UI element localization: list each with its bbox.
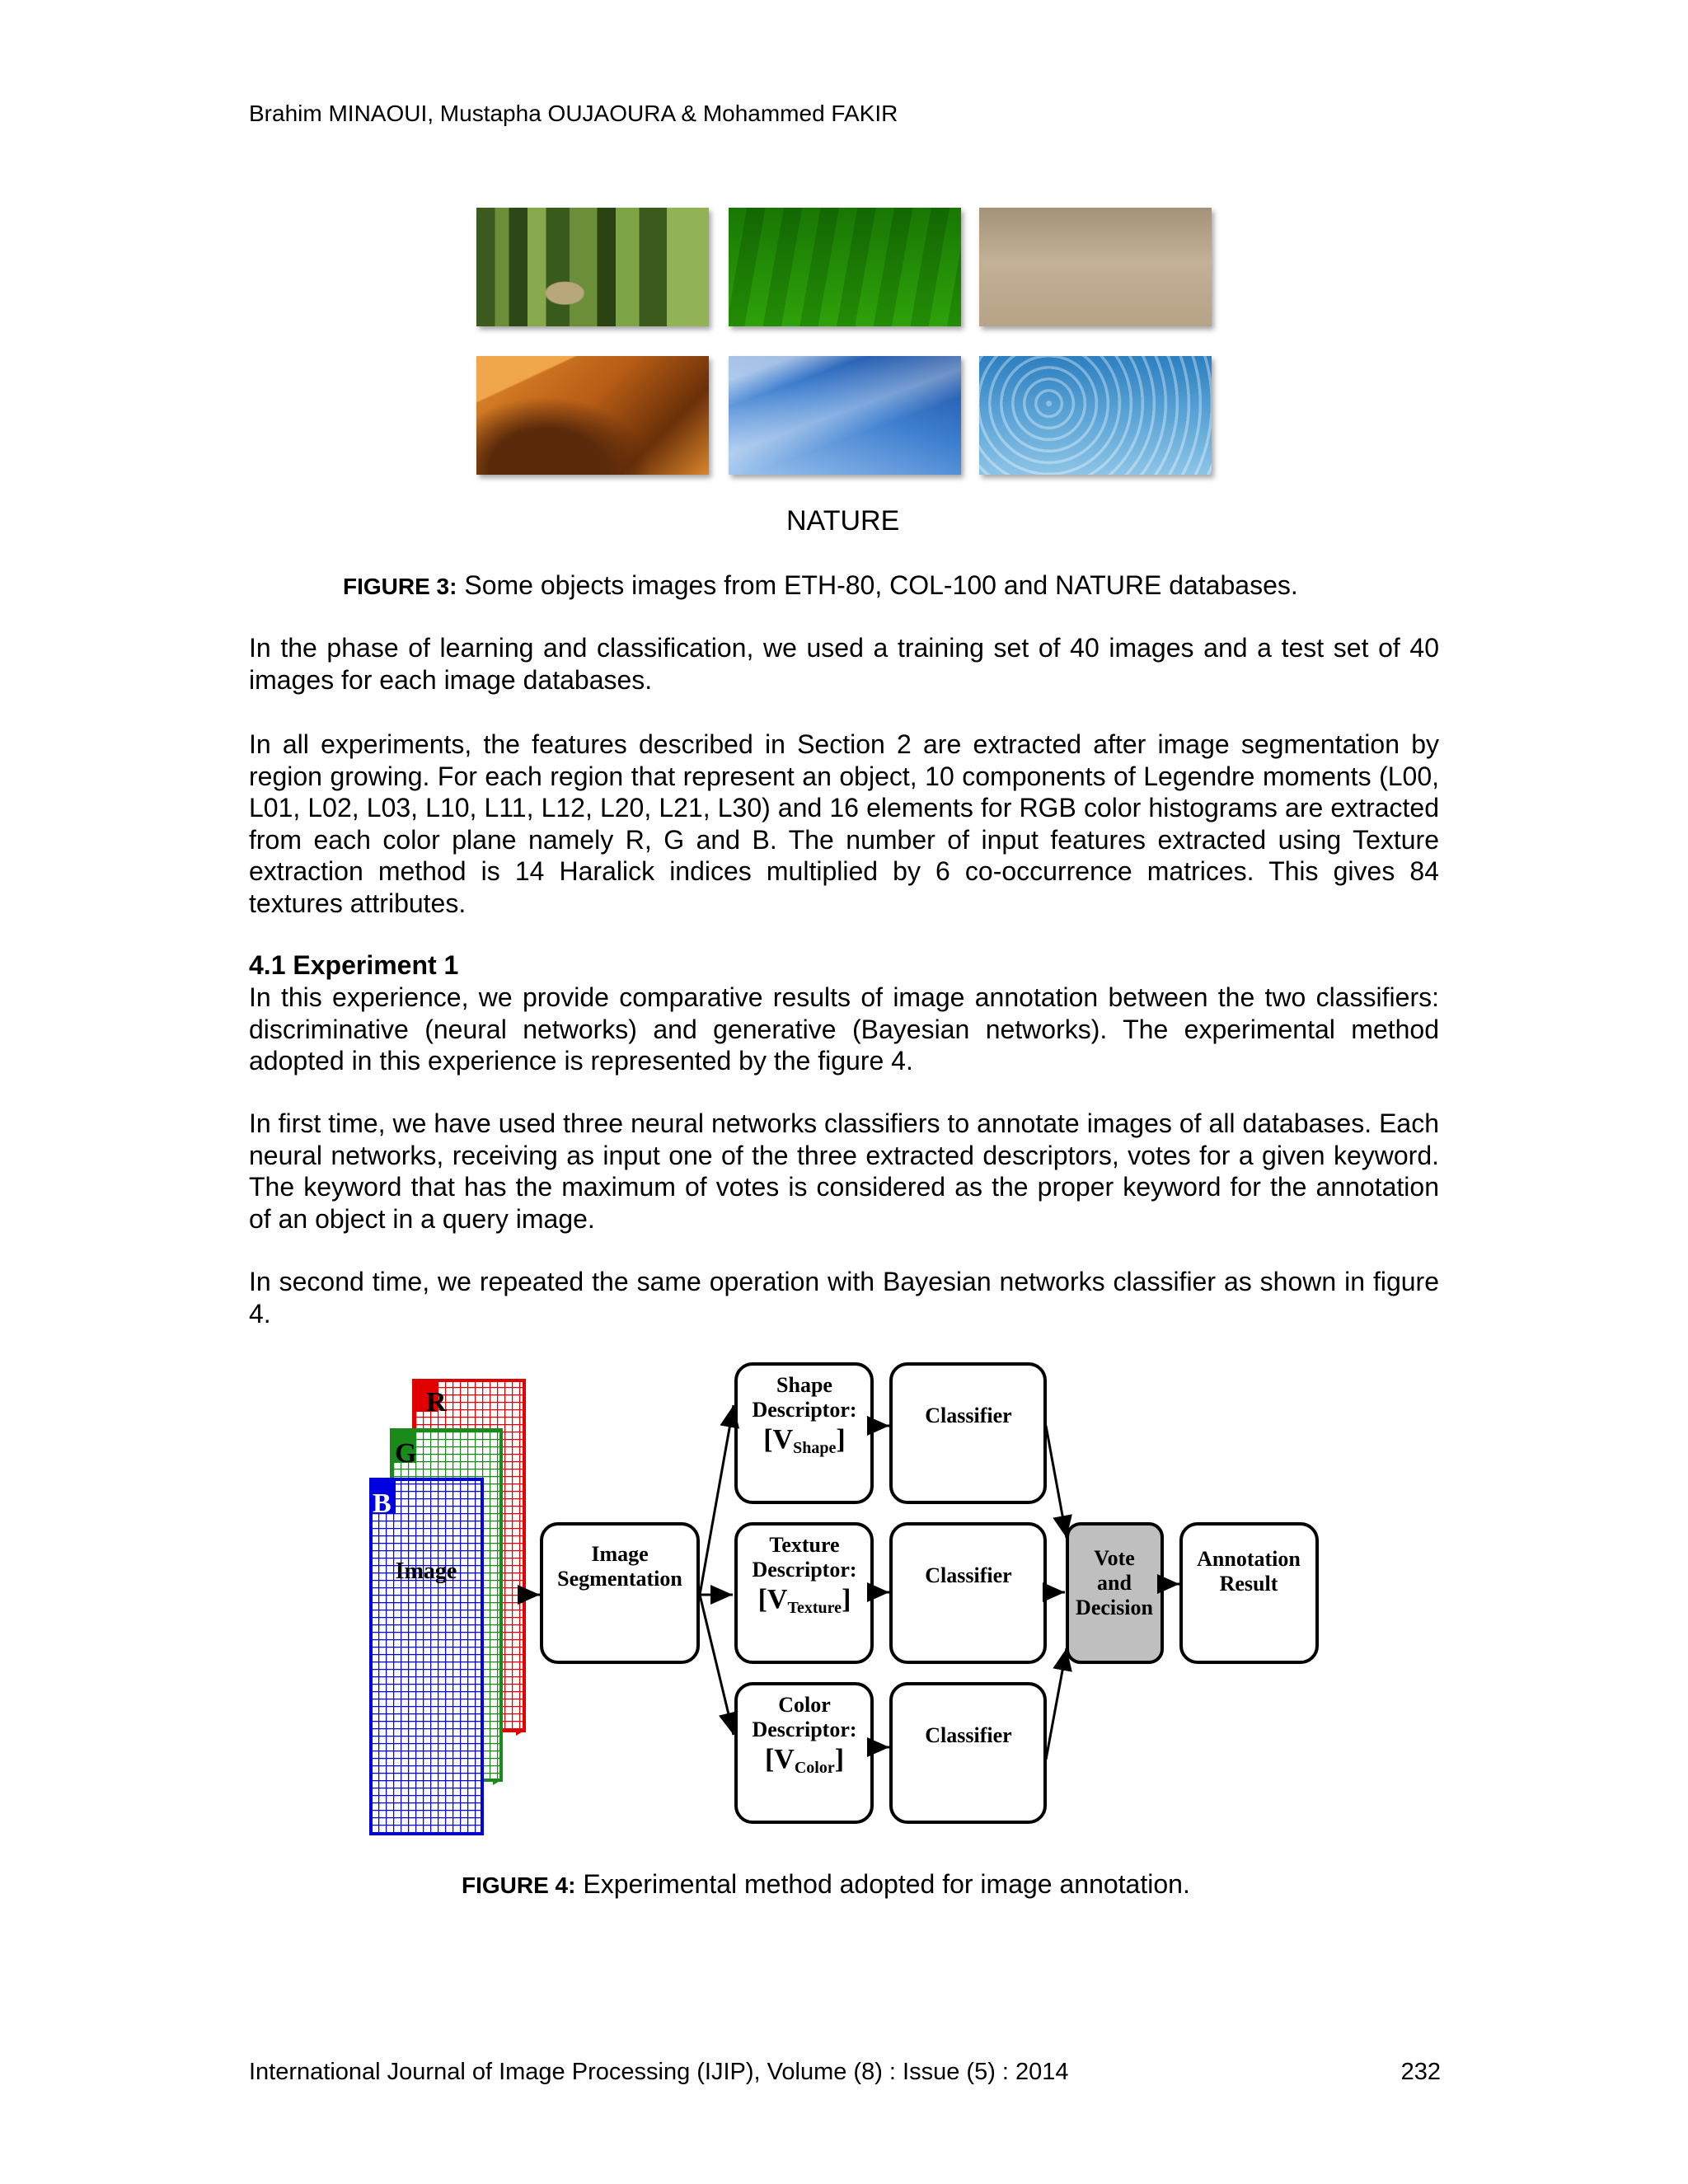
- vote-label-3: Decision: [1076, 1596, 1153, 1619]
- layer-r-label: R: [426, 1387, 447, 1418]
- result-label-1: Annotation: [1197, 1547, 1301, 1571]
- paragraph-features: In all experiments, the features described in Section 2 are extracted after image segmentation by region growing. For each region that represent an object, 10 components of Legendre moments (L00, L01, L02, L03, L10, L11, L12, L20, L21, L30) and 16 elements for RGB color histograms are extracted from each color plane namely R, G and B. The number of input features extracted using Texture extraction method is 14 Haralick indices multiplied by 6 co-occurrence matrices. This gives 84 textures attributes.: [249, 729, 1439, 918]
- color-descriptor-label: Descriptor:: [752, 1718, 857, 1741]
- texture-classifier-box: [891, 1524, 1045, 1662]
- vote-label-2: and: [1097, 1571, 1132, 1595]
- texture-classifier-label: Classifier: [925, 1563, 1012, 1587]
- shape-descriptor-label: Descriptor:: [752, 1398, 857, 1422]
- layer-image-label: Image: [395, 1558, 457, 1584]
- texture-descriptor-label: Descriptor:: [752, 1558, 857, 1582]
- figure-4-caption: [462, 1868, 1190, 1902]
- shape-classifier-box: [891, 1364, 1045, 1502]
- segmentation-label-1: Image: [591, 1542, 649, 1566]
- paragraph-training-set: In the phase of learning and classification, we used a training set of 40 images and a test set of 40 images for each image databases.: [249, 633, 1439, 695]
- shape-vector: [VShape]: [763, 1424, 846, 1457]
- shape-label: Shape: [776, 1373, 832, 1397]
- texture-vector: [VTexture]: [757, 1584, 851, 1617]
- figure-4-label: FIGURE 4:: [462, 1872, 576, 1898]
- paragraph-experience: In this experience, we provide comparative results of image annotation between the two classifiers: discriminative (neural networks) and generative (Bayesian networks). The experimental method adopted in this experience is represented by the figure 4.: [249, 982, 1439, 1076]
- section-heading-experiment-1: 4.1 Experiment 1: [249, 950, 459, 980]
- shape-classifier-label: Classifier: [925, 1404, 1012, 1427]
- result-label-2: Result: [1219, 1572, 1278, 1596]
- footer-journal: International Journal of Image Processing (IJIP), Volume (8) : Issue (5) : 2014: [249, 2059, 1069, 2085]
- color-classifier-label: Classifier: [925, 1723, 1012, 1747]
- footer-page-number: 232: [1400, 2059, 1441, 2085]
- layer-g-label: G: [395, 1438, 417, 1469]
- color-label: Color: [778, 1693, 831, 1717]
- paragraph-bayesian: In second time, we repeated the same operation with Bayesian networks classifier as shown in figure 4.: [249, 1267, 1439, 1329]
- vote-label-1: Vote: [1094, 1546, 1135, 1570]
- figure-3-caption-text: Some objects images from ETH-80, COL-100 and NATURE databases.: [457, 570, 1298, 600]
- texture-label: Texture: [769, 1533, 840, 1557]
- figure-4-caption-text: Experimental method adopted for image annotation.: [575, 1869, 1190, 1899]
- color-vector: [VColor]: [764, 1744, 845, 1777]
- segmentation-label-2: Segmentation: [557, 1567, 682, 1591]
- nature-subcaption: NATURE: [786, 505, 900, 537]
- layer-b-label: B: [373, 1488, 392, 1519]
- figure-3-label: FIGURE 3:: [343, 574, 457, 599]
- paragraph-neural-networks: In first time, we have used three neural networks classifiers to annotate images of all databases. Each neural networks, receiving as input one of the three extracted descriptors, votes for a given keyword. The keyword that has the maximum of votes is considered as the proper keyword for the annotation of an object in a query image.: [249, 1108, 1439, 1234]
- running-header: Brahim MINAOUI, Mustapha OUJAOURA & Mohammed FAKIR: [249, 101, 898, 126]
- color-classifier-box: [891, 1684, 1045, 1822]
- blue-layer: [371, 1479, 482, 1835]
